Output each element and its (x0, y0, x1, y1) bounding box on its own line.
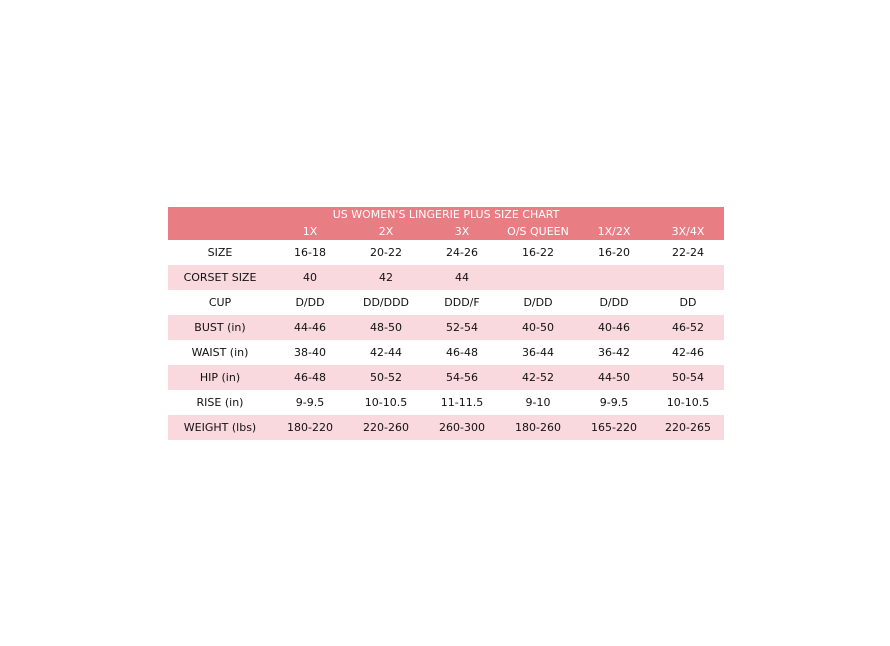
column-header-2x: 2X (348, 223, 424, 240)
table-cell: 44-50 (576, 365, 652, 390)
table-cell (652, 265, 724, 290)
chart-title: US WOMEN'S LINGERIE PLUS SIZE CHART (168, 207, 724, 223)
chart-title-row (168, 207, 724, 223)
table-cell: 24-26 (446, 246, 478, 259)
table-cell: D/DD (295, 296, 325, 309)
row-label: RISE (in) (196, 396, 244, 409)
table-cell: 10-10.5 (364, 396, 408, 409)
table-cell (500, 265, 576, 290)
table-cell: DDD/F (444, 296, 480, 309)
table-cell: 38-40 (294, 346, 326, 359)
table-cell: 42 (348, 265, 424, 290)
table-cell (576, 265, 652, 290)
table-row-cup (168, 290, 724, 315)
table-cell: 180-220 (272, 415, 348, 440)
column-header-1x: 1X (272, 223, 348, 240)
table-cell: 50-52 (348, 365, 424, 390)
table-cell: 44 (424, 265, 500, 290)
column-header-3x-4x: 3X/4X (652, 223, 724, 240)
table-cell: 46-52 (652, 315, 724, 340)
table-row-rise (168, 390, 724, 415)
column-header-1x-2x: 1X/2X (576, 223, 652, 240)
table-cell: 48-50 (348, 315, 424, 340)
table-cell: 9-9.5 (295, 396, 325, 409)
table-cell: 220-260 (348, 415, 424, 440)
table-cell: 52-54 (424, 315, 500, 340)
table-cell: 46-48 (446, 346, 478, 359)
table-cell: D/DD (599, 296, 629, 309)
column-header-label (168, 223, 272, 240)
table-row-size (168, 240, 724, 265)
table-cell: 9-9.5 (599, 396, 629, 409)
table-cell: 54-56 (424, 365, 500, 390)
table-cell: 180-260 (500, 415, 576, 440)
size-chart-table (168, 207, 724, 440)
row-label: HIP (in) (168, 365, 272, 390)
table-row-corset-size (168, 265, 724, 290)
table-cell: 9-10 (525, 396, 551, 409)
table-cell: 50-54 (652, 365, 724, 390)
table-row-bust (168, 315, 724, 340)
table-cell: 16-20 (598, 246, 630, 259)
table-cell: 11-11.5 (440, 396, 484, 409)
table-cell: 42-46 (672, 346, 704, 359)
table-cell: 220-265 (652, 415, 724, 440)
column-header-os-queen: O/S QUEEN (500, 223, 576, 240)
table-row-waist (168, 340, 724, 365)
table-cell: 260-300 (424, 415, 500, 440)
column-header-row (168, 223, 724, 240)
row-label: BUST (in) (168, 315, 272, 340)
row-label: WEIGHT (lbs) (168, 415, 272, 440)
table-row-weight (168, 415, 724, 440)
table-cell: 36-42 (598, 346, 630, 359)
table-cell: D/DD (523, 296, 553, 309)
table-cell: 42-52 (500, 365, 576, 390)
table-cell: 16-22 (522, 246, 554, 259)
table-cell: 165-220 (576, 415, 652, 440)
table-cell: 36-44 (522, 346, 554, 359)
row-label: WAIST (in) (191, 346, 249, 359)
table-cell: 20-22 (370, 246, 402, 259)
table-cell: 10-10.5 (666, 396, 710, 409)
table-cell: 46-48 (272, 365, 348, 390)
column-header-3x: 3X (424, 223, 500, 240)
table-cell: 40-50 (500, 315, 576, 340)
table-cell: DD/DDD (362, 296, 410, 309)
table-row-hip (168, 365, 724, 390)
table-cell: 44-46 (272, 315, 348, 340)
row-label: CORSET SIZE (168, 265, 272, 290)
row-label: CUP (208, 296, 232, 309)
table-cell: 42-44 (370, 346, 402, 359)
table-cell: 22-24 (672, 246, 704, 259)
table-cell: 40 (272, 265, 348, 290)
table-cell: DD (679, 296, 697, 309)
table-cell: 40-46 (576, 315, 652, 340)
table-cell: 16-18 (294, 246, 326, 259)
row-label: SIZE (207, 246, 233, 259)
